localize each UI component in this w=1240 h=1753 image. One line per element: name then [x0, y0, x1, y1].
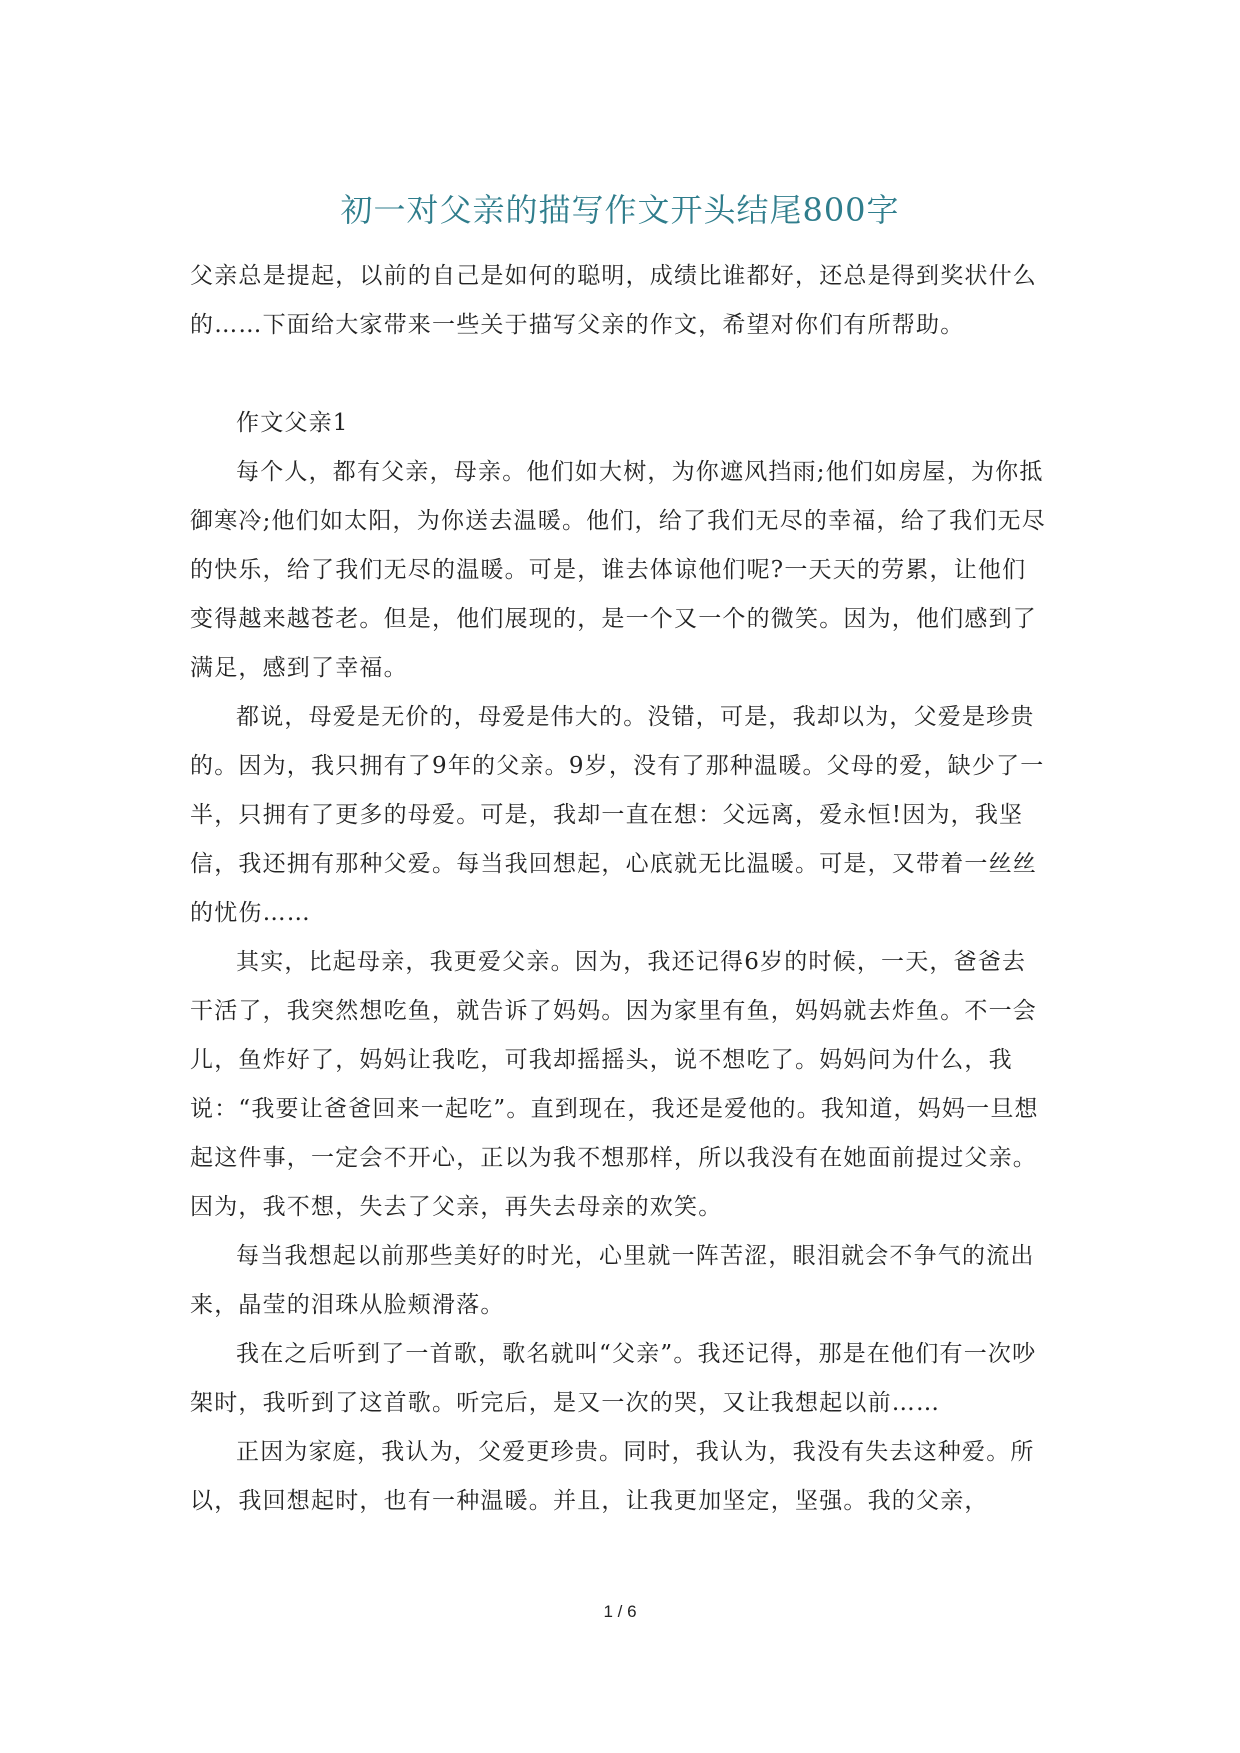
document-title: 初一对父亲的描写作文开头结尾800字	[340, 191, 900, 229]
body-paragraph-3: 其实，比起母亲，我更爱父亲。因为，我还记得6岁的时候，一天，爸爸去干活了，我突然想吃鱼，就告诉了妈妈。因为家里有鱼，妈妈就去炸鱼。不一会儿，鱼炸好了，妈妈让我吃，可我却摇摇头，说不想吃了。妈妈问为什么，我说：“我要让爸爸回来一起吃”。直到现在，我还是爱他的。我知道，妈妈一旦想起这件事，一定会不开心，正以为我不想那样，所以我没有在她面前提过父亲。因为，我不想，失去了父亲，再失去母亲的欢笑。	[190, 949, 1039, 1220]
section-heading: 作文父亲1	[236, 410, 349, 436]
body-paragraph-1: 每个人，都有父亲，母亲。他们如大树，为你遮风挡雨;他们如房屋，为你抵御寒冷;他们如太阳，为你送去温暖。他们，给了我们无尽的幸福，给了我们无尽的快乐，给了我们无尽的温暖。可是，谁去体谅他们呢?一天天的劳累，让他们变得越来越苍老。但是，他们展现的，是一个又一个的微笑。因为，他们感到了满足，感到了幸福。	[190, 459, 1046, 681]
body-paragraph-5: 我在之后听到了一首歌，歌名就叫“父亲”。我还记得，那是在他们有一次吵架时，我听到了这首歌。听完后，是又一次的哭，又让我想起以前……	[190, 1341, 1037, 1416]
intro-paragraph: 父亲总是提起，以前的自己是如何的聪明，成绩比谁都好，还总是得到奖状什么的……下面给大家带来一些关于描写父亲的作文，希望对你们有所帮助。	[190, 263, 1037, 338]
body-paragraph-4: 每当我想起以前那些美好的时光，心里就一阵苦涩，眼泪就会不争气的流出来，晶莹的泪珠从脸颊滑落。	[190, 1243, 1035, 1318]
page-number: 1 / 6	[603, 1602, 637, 1621]
document-body	[190, 252, 1050, 1526]
body-paragraph-2: 都说，母爱是无价的，母爱是伟大的。没错，可是，我却以为，父爱是珍贵的。因为，我只拥有了9年的父亲。9岁，没有了那种温暖。父母的爱，缺少了一半，只拥有了更多的母爱。可是，我却一直在想：父远离，爱永恒!因为，我坚信，我还拥有那种父爱。每当我回想起，心底就无比温暖。可是，又带着一丝丝的忧伤……	[190, 704, 1045, 926]
body-paragraph-6: 正因为家庭，我认为，父爱更珍贵。同时，我认为，我没有失去这种爱。所以，我回想起时，也有一种温暖。并且，让我更加坚定，坚强。我的父亲，	[190, 1439, 1035, 1514]
